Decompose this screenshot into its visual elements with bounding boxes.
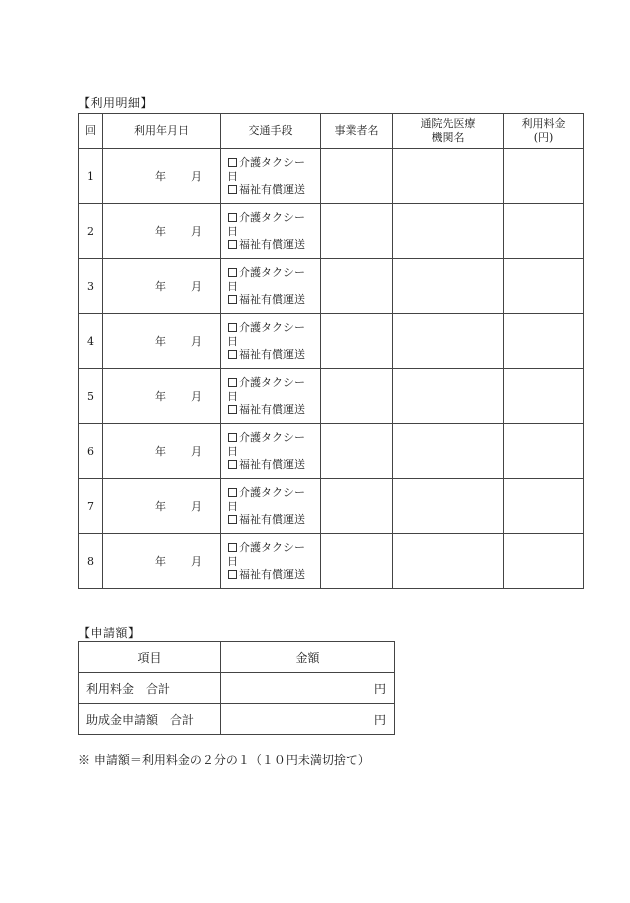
row-number: 7 bbox=[79, 479, 103, 534]
table-row bbox=[79, 149, 584, 204]
row-number: 4 bbox=[79, 314, 103, 369]
header-item: 項目 bbox=[79, 642, 221, 673]
hospital-cell[interactable] bbox=[393, 149, 504, 204]
amount-input-cell[interactable] bbox=[221, 673, 395, 704]
detail-header-row bbox=[79, 114, 584, 149]
table-row bbox=[79, 424, 584, 479]
checkbox-icon[interactable] bbox=[228, 295, 237, 304]
checkbox-icon[interactable] bbox=[228, 185, 237, 194]
day-label: 日 bbox=[227, 555, 238, 568]
hospital-cell[interactable] bbox=[393, 534, 504, 589]
transport-option[interactable] bbox=[228, 396, 320, 423]
amount-row-label: 利用料金 合計 bbox=[79, 673, 221, 704]
day-label: 日 bbox=[227, 390, 238, 403]
date-cell[interactable] bbox=[103, 534, 238, 589]
day-label: 日 bbox=[227, 170, 238, 183]
year-label: 年 bbox=[155, 390, 166, 403]
checkbox-icon[interactable] bbox=[228, 268, 237, 277]
transport-option-label: 福祉有償運送 bbox=[239, 293, 305, 306]
header-hospital-line1: 通院先医療 bbox=[420, 117, 476, 130]
transport-option-label: 介護タクシー bbox=[239, 156, 305, 169]
transport-option[interactable] bbox=[228, 561, 320, 588]
transport-option[interactable] bbox=[228, 369, 320, 396]
table-row bbox=[79, 369, 584, 424]
operator-cell[interactable] bbox=[321, 479, 393, 534]
date-cell[interactable] bbox=[103, 314, 238, 369]
application-amount-table bbox=[78, 641, 395, 735]
transport-option[interactable] bbox=[228, 506, 320, 533]
header-amount: 金額 bbox=[221, 642, 395, 673]
checkbox-icon[interactable] bbox=[228, 460, 237, 469]
transport-option[interactable] bbox=[228, 534, 320, 561]
amount-section-title: 【申請額】 bbox=[78, 626, 141, 640]
transport-option-label: 福祉有償運送 bbox=[239, 183, 305, 196]
fee-cell[interactable] bbox=[504, 424, 584, 479]
transport-option[interactable] bbox=[228, 231, 320, 258]
transport-option-label: 福祉有償運送 bbox=[239, 238, 305, 251]
year-label: 年 bbox=[155, 500, 166, 513]
day-label: 日 bbox=[227, 280, 238, 293]
operator-cell[interactable] bbox=[321, 149, 393, 204]
header-operator: 事業者名 bbox=[321, 114, 393, 149]
date-cell[interactable] bbox=[103, 149, 238, 204]
date-cell[interactable] bbox=[103, 369, 238, 424]
checkbox-icon[interactable] bbox=[228, 405, 237, 414]
transport-option[interactable] bbox=[228, 424, 320, 451]
table-row bbox=[79, 204, 584, 259]
transport-option-label: 介護タクシー bbox=[239, 376, 305, 389]
table-row bbox=[79, 479, 584, 534]
row-number: 2 bbox=[79, 204, 103, 259]
year-label: 年 bbox=[155, 555, 166, 568]
date-cell[interactable] bbox=[103, 259, 238, 314]
transport-option[interactable] bbox=[228, 314, 320, 341]
header-hospital bbox=[393, 114, 504, 149]
amount-header-row bbox=[79, 642, 395, 673]
hospital-cell[interactable] bbox=[393, 259, 504, 314]
amount-row-label: 助成金申請額 合計 bbox=[79, 704, 221, 735]
hospital-cell[interactable] bbox=[393, 369, 504, 424]
fee-cell[interactable] bbox=[504, 369, 584, 424]
transport-option[interactable] bbox=[228, 479, 320, 506]
transport-option-label: 福祉有償運送 bbox=[239, 568, 305, 581]
header-fee-line2: (円) bbox=[533, 131, 554, 144]
detail-section-title: 【利用明細】 bbox=[78, 96, 154, 110]
row-number: 6 bbox=[79, 424, 103, 479]
operator-cell[interactable] bbox=[321, 424, 393, 479]
checkbox-icon[interactable] bbox=[228, 433, 237, 442]
fee-cell[interactable] bbox=[504, 534, 584, 589]
transport-option-label: 福祉有償運送 bbox=[239, 348, 305, 361]
checkbox-icon[interactable] bbox=[228, 158, 237, 167]
header-hospital-line2: 機関名 bbox=[431, 131, 465, 144]
operator-cell[interactable] bbox=[321, 314, 393, 369]
day-label: 日 bbox=[227, 335, 238, 348]
transport-option-label: 福祉有償運送 bbox=[239, 513, 305, 526]
operator-cell[interactable] bbox=[321, 204, 393, 259]
fee-cell[interactable] bbox=[504, 479, 584, 534]
header-date: 利用年月日 bbox=[103, 114, 221, 149]
month-label: 月 bbox=[191, 500, 202, 513]
amount-input-cell[interactable] bbox=[221, 704, 395, 735]
transport-option-label: 福祉有償運送 bbox=[239, 458, 305, 471]
date-cell[interactable] bbox=[103, 479, 238, 534]
day-label: 日 bbox=[227, 445, 238, 458]
table-row bbox=[79, 534, 584, 589]
checkbox-icon[interactable] bbox=[228, 515, 237, 524]
month-label: 月 bbox=[191, 445, 202, 458]
transport-option-label: 介護タクシー bbox=[239, 321, 305, 334]
year-label: 年 bbox=[155, 225, 166, 238]
transport-option-label: 介護タクシー bbox=[239, 541, 305, 554]
table-row bbox=[79, 314, 584, 369]
fee-cell[interactable] bbox=[504, 259, 584, 314]
year-label: 年 bbox=[155, 170, 166, 183]
year-label: 年 bbox=[155, 335, 166, 348]
month-label: 月 bbox=[191, 170, 202, 183]
checkbox-icon[interactable] bbox=[228, 323, 237, 332]
fee-cell[interactable] bbox=[504, 204, 584, 259]
table-row bbox=[79, 259, 584, 314]
yen-unit: 円 bbox=[373, 712, 386, 727]
hospital-cell[interactable] bbox=[393, 424, 504, 479]
month-label: 月 bbox=[191, 390, 202, 403]
usage-detail-table bbox=[78, 113, 584, 589]
transport-option[interactable] bbox=[228, 204, 320, 231]
transport-option[interactable] bbox=[228, 451, 320, 478]
checkbox-icon[interactable] bbox=[228, 543, 237, 552]
transport-option[interactable] bbox=[228, 286, 320, 313]
transport-option-label: 介護タクシー bbox=[239, 211, 305, 224]
checkbox-icon[interactable] bbox=[228, 240, 237, 249]
checkbox-icon[interactable] bbox=[228, 378, 237, 387]
hospital-cell[interactable] bbox=[393, 314, 504, 369]
month-label: 月 bbox=[191, 555, 202, 568]
day-label: 日 bbox=[227, 500, 238, 513]
checkbox-icon[interactable] bbox=[228, 570, 237, 579]
transport-option[interactable] bbox=[228, 341, 320, 368]
transport-option-label: 介護タクシー bbox=[239, 266, 305, 279]
transport-option-label: 福祉有償運送 bbox=[239, 403, 305, 416]
date-cell[interactable] bbox=[103, 424, 238, 479]
hospital-cell[interactable] bbox=[393, 479, 504, 534]
calculation-note: ※ 申請額＝利用料金の２分の１（１０円未満切捨て） bbox=[78, 753, 370, 767]
row-number: 1 bbox=[79, 149, 103, 204]
transport-option[interactable] bbox=[228, 176, 320, 203]
checkbox-icon[interactable] bbox=[228, 350, 237, 359]
month-label: 月 bbox=[191, 225, 202, 238]
year-label: 年 bbox=[155, 445, 166, 458]
transport-option[interactable] bbox=[228, 149, 320, 176]
transport-option-label: 介護タクシー bbox=[239, 486, 305, 499]
checkbox-icon[interactable] bbox=[228, 488, 237, 497]
month-label: 月 bbox=[191, 280, 202, 293]
header-fee-line1: 利用料金 bbox=[521, 117, 566, 130]
date-cell[interactable] bbox=[103, 204, 238, 259]
amount-row-usage-total bbox=[79, 673, 395, 704]
checkbox-icon[interactable] bbox=[228, 213, 237, 222]
transport-option[interactable] bbox=[228, 259, 320, 286]
fee-cell[interactable] bbox=[504, 314, 584, 369]
header-fee bbox=[504, 114, 584, 149]
operator-cell[interactable] bbox=[321, 369, 393, 424]
amount-row-subsidy-total bbox=[79, 704, 395, 735]
header-transport: 交通手段 bbox=[221, 114, 321, 149]
hospital-cell[interactable] bbox=[393, 204, 504, 259]
transport-option-label: 介護タクシー bbox=[239, 431, 305, 444]
row-number: 5 bbox=[79, 369, 103, 424]
operator-cell[interactable] bbox=[321, 259, 393, 314]
row-number: 8 bbox=[79, 534, 103, 589]
month-label: 月 bbox=[191, 335, 202, 348]
fee-cell[interactable] bbox=[504, 149, 584, 204]
day-label: 日 bbox=[227, 225, 238, 238]
operator-cell[interactable] bbox=[321, 534, 393, 589]
row-number: 3 bbox=[79, 259, 103, 314]
yen-unit: 円 bbox=[373, 681, 386, 696]
year-label: 年 bbox=[155, 280, 166, 293]
header-no: 回 bbox=[79, 114, 103, 149]
